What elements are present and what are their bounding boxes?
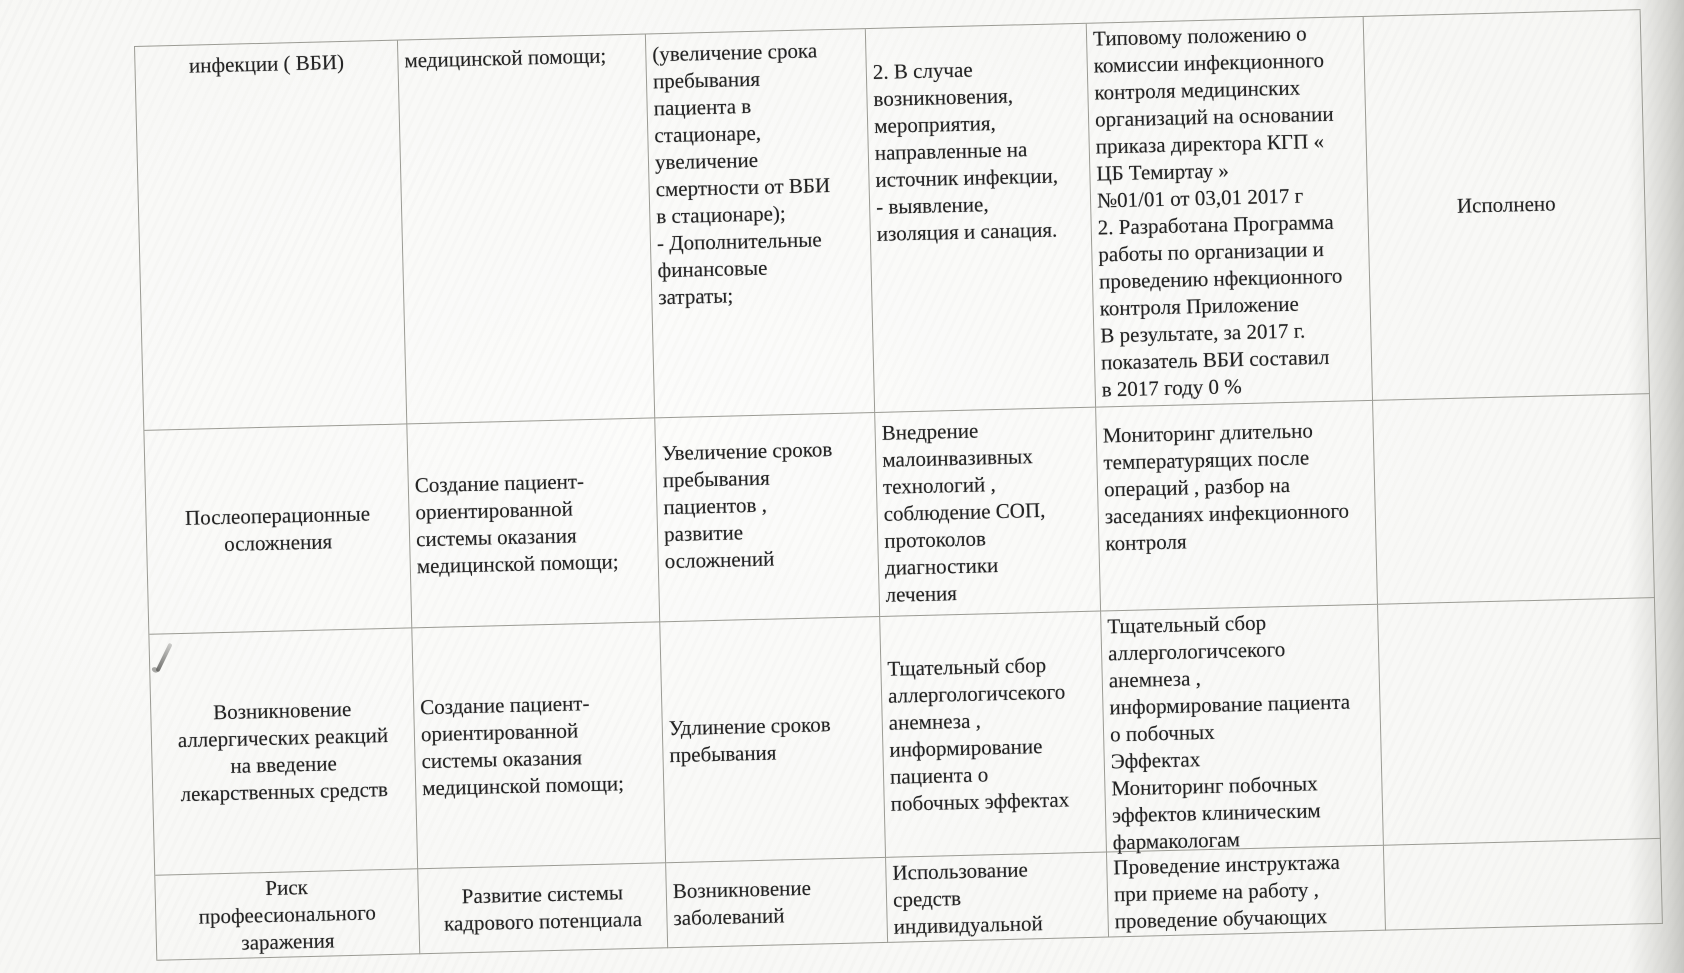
table-cell bbox=[1378, 598, 1661, 846]
cell-text: Использование средств индивидуальной bbox=[892, 857, 1043, 939]
cell-text: Развитие системы кадрового потенциала bbox=[443, 880, 643, 936]
cell-text: инфекции ( ВБИ) bbox=[188, 49, 345, 78]
table-cell bbox=[144, 424, 412, 634]
table-row bbox=[135, 10, 1650, 431]
cell-text: Создание пациент- ориентированной системы оказания медицинской помощи; bbox=[419, 691, 625, 801]
table-cell bbox=[1101, 605, 1384, 853]
cell-text: Создание пациент- ориентированной системы оказания медицинской помощи; bbox=[414, 468, 619, 578]
table-cell bbox=[418, 863, 668, 954]
table-cell bbox=[1364, 10, 1650, 401]
cell-text: Риск профеесионального заражения bbox=[198, 874, 377, 955]
table-cell bbox=[398, 34, 655, 424]
cell-text: Мониторинг длительно температурящих после операций , разбор на заседаниях инфекционного контроля bbox=[1102, 418, 1350, 556]
cell-text: Удлинение сроков пребывания bbox=[668, 712, 831, 768]
table-cell bbox=[135, 41, 407, 431]
table-cell bbox=[1373, 394, 1655, 605]
table-cell bbox=[886, 852, 1109, 942]
table-cell bbox=[866, 24, 1096, 413]
table-row bbox=[144, 394, 1655, 635]
table-cell bbox=[655, 413, 880, 622]
cell-text: Типовому положению о комиссии инфекционного контроля медицинских организаций на основании приказа директора КГП « ЦБ Темиртау » №01/01 от 03,01 2017 г 2. Разработана Программа работы по организации и проведению нфекционного контроля Приложение В результате, за 2017 г. показатель ВБИ составил в 2017 году 0 % bbox=[1092, 21, 1343, 402]
cell-text: Возникновение заболеваний bbox=[672, 875, 812, 931]
cell-text: 2. В случае возникновения, мероприятия, направленные на источник инфекции, - выявление, изоляция и санация. bbox=[872, 57, 1059, 246]
table-cell bbox=[1107, 846, 1386, 938]
cell-text: Увеличение сроков пребывания пациентов , развитие осложнений bbox=[661, 437, 833, 574]
table-cell bbox=[875, 408, 1101, 617]
risk-table bbox=[134, 9, 1663, 961]
table-cell bbox=[1384, 839, 1663, 931]
table-cell bbox=[880, 612, 1107, 858]
table-cell bbox=[1096, 401, 1378, 612]
table-cell bbox=[149, 628, 418, 875]
table-cell bbox=[407, 418, 660, 628]
cell-text: Тщательный сбор аллергологичсекого анемнеза , информирование пациента о побочных Эффектах Мониторинг побочных эффектов клиническим фармакологам bbox=[1107, 610, 1351, 855]
table-cell bbox=[1087, 17, 1373, 408]
cell-text: Внедрение малоинвазивных технологий , соблюдение СОП, протоколов диагностики лечения bbox=[881, 418, 1046, 607]
table-cell bbox=[155, 869, 420, 960]
cell-text: Проведение инструктажа при приеме на работу , проведение обучающих bbox=[1113, 849, 1341, 934]
cell-text: Возникновение аллергических реакций на введение лекарственных средств bbox=[177, 696, 389, 807]
cell-text: Послеоперационные осложнения bbox=[184, 500, 371, 556]
cell-text: Исполнено bbox=[1456, 191, 1556, 218]
cell-text: Тщательный сбор аллергологичсекого анемнеза , информирование пациента о побочных эффектах bbox=[887, 652, 1070, 816]
table-row bbox=[149, 598, 1660, 876]
cell-text: (увеличение срока пребывания пациента в стационаре, увеличение смертности от ВБИ в стационаре); - Дополнительные финансовые затраты; bbox=[652, 38, 831, 310]
cell-text: медицинской помощи; bbox=[404, 43, 607, 73]
table-cell bbox=[666, 858, 888, 948]
table-cell bbox=[412, 622, 666, 869]
table-cell bbox=[660, 617, 886, 863]
table-cell bbox=[646, 29, 875, 418]
